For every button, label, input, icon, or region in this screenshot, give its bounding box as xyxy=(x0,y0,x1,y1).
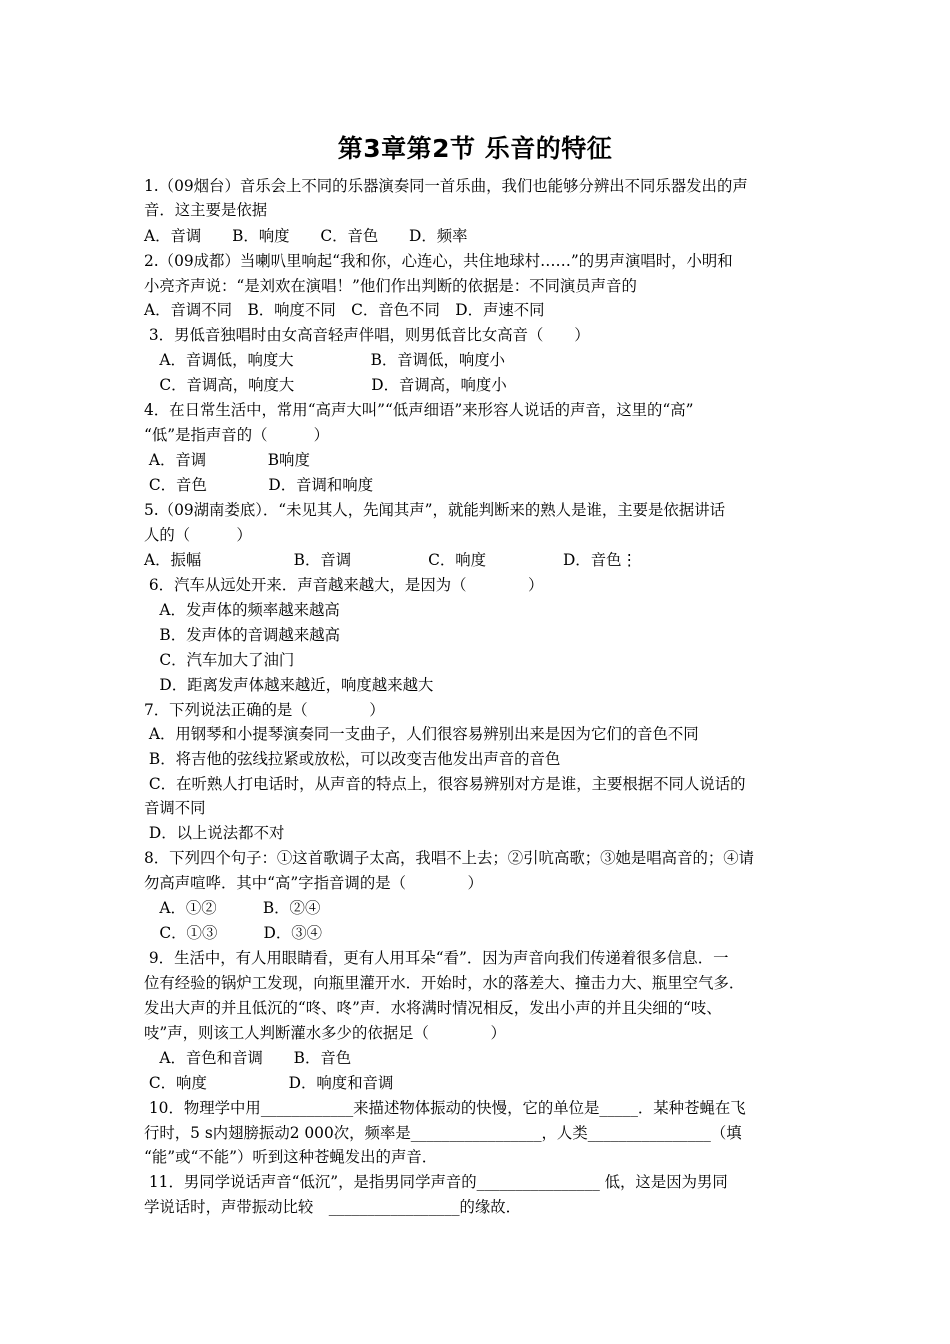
text-line: C．汽车加大了油门 xyxy=(144,651,295,669)
text-line: 7．下列说法正确的是（ ） xyxy=(144,701,385,719)
text-line: A．振幅 B．音调 C．响度 D．音色⋮ xyxy=(144,551,637,569)
text-line: 人的（ ） xyxy=(144,526,252,544)
text-line: B．发声体的音调越来越高 xyxy=(144,626,340,644)
text-line: A．用钢琴和小提琴演奏同一支曲子，人们很容易辨别出来是因为它们的音色不同 xyxy=(144,725,699,743)
text-line: 6．汽车从远处开来．声音越来越大，是因为（ ） xyxy=(144,576,544,594)
text-line: A．音调 B响度 xyxy=(144,451,310,469)
text-line: 学说话时，声带振动比较 _________________的缘故． xyxy=(144,1198,522,1216)
text-line: C．在听熟人打电话时，从声音的特点上，很容易辨别对方是谁，主要根据不同人说话的 xyxy=(144,775,746,793)
text-line: 小亮齐声说：“是刘欢在演唱！”他们作出判断的依据是：不同演员声音的 xyxy=(144,277,637,295)
text-line: C．①③ D．③④ xyxy=(144,924,323,942)
text-line: 10．物理学中用____________来描述物体振动的快慢，它的单位是_____．某种苍蝇在飞 xyxy=(144,1099,746,1117)
text-line: 5.（09湖南娄底）．“未见其人，先闻其声”，就能判断来的熟人是谁，主要是依据讲话 xyxy=(144,501,725,519)
text-line: C．响度 D．响度和音调 xyxy=(144,1074,394,1092)
text-line: A．发声体的频率越来越高 xyxy=(144,601,340,619)
text-line: D．以上说法都不对 xyxy=(144,824,285,842)
text-line: 4．在日常生活中，常用“高声大叫”“低声细语”来形容人说话的声音，这里的“高” xyxy=(144,401,694,419)
text-line: A．音调低，响度大 B．音调低，响度小 xyxy=(144,351,506,369)
text-line: 吱”声，则该工人判断灌水多少的依据足（ ） xyxy=(144,1024,506,1042)
text-line: 音．这主要是依据 xyxy=(144,201,268,219)
text-line: 音调不同 xyxy=(144,799,206,817)
text-line: 发出大声的并且低沉的“咚、咚”声．水将满时情况相反，发出小声的并且尖细的“吱、 xyxy=(144,999,722,1017)
text-line: A．音调不同 B．响度不同 C．音色不同 D．声速不同 xyxy=(144,301,545,319)
text-line: D．距离发声体越来越近，响度越来越大 xyxy=(144,676,434,694)
text-line: A．①② B．②④ xyxy=(144,899,321,917)
text-line: 2.（09成都）当喇叭里响起“我和你，心连心，共住地球村……”的男声演唱时，小明和 xyxy=(144,252,733,270)
text-line: 8．下列四个句子：①这首歌调子太高，我唱不上去；②引吭高歌；③她是唱高音的；④请 xyxy=(144,849,755,867)
text-line: C．音色 D．音调和响度 xyxy=(144,476,374,494)
text-line: A．音调 B．响度 C．音色 D．频率 xyxy=(144,227,468,245)
text-line: “能”或“不能”）听到这种苍蝇发出的声音． xyxy=(144,1148,438,1166)
text-line: 勿高声喧哗．其中“高”字指音调的是（ ） xyxy=(144,874,483,892)
page-title: 第3章第2节 乐音的特征 xyxy=(337,134,613,163)
text-line: “低”是指声音的（ ） xyxy=(144,426,330,444)
text-line: B．将吉他的弦线拉紧或放松，可以改变吉他发出声音的音色 xyxy=(144,750,561,768)
text-line: C．音调高，响度大 D．音调高，响度小 xyxy=(144,376,507,394)
text-line: 3．男低音独唱时由女高音轻声伴唱，则男低音比女高音（ ） xyxy=(144,326,590,344)
text-line: 9．生活中，有人用眼睛看，更有人用耳朵“看”．因为声音向我们传递着很多信息．一 xyxy=(144,949,729,967)
text-line: A．音色和音调 B．音色 xyxy=(144,1049,352,1067)
text-line: 行时，5 s内翅膀振动2 000次，频率是_________________，人类________________（填 xyxy=(144,1124,742,1142)
text-line: 1.（09烟台）音乐会上不同的乐器演奏同一首乐曲，我们也能够分辨出不同乐器发出的声 xyxy=(144,177,748,195)
text-line: 位有经验的锅炉工发现，向瓶里灌开水．开始时，水的落差大、撞击力大、瓶里空气多． xyxy=(144,974,745,992)
text-line: 11．男同学说话声音“低沉”，是指男同学声音的________________ 低，这是因为男同 xyxy=(144,1173,728,1191)
